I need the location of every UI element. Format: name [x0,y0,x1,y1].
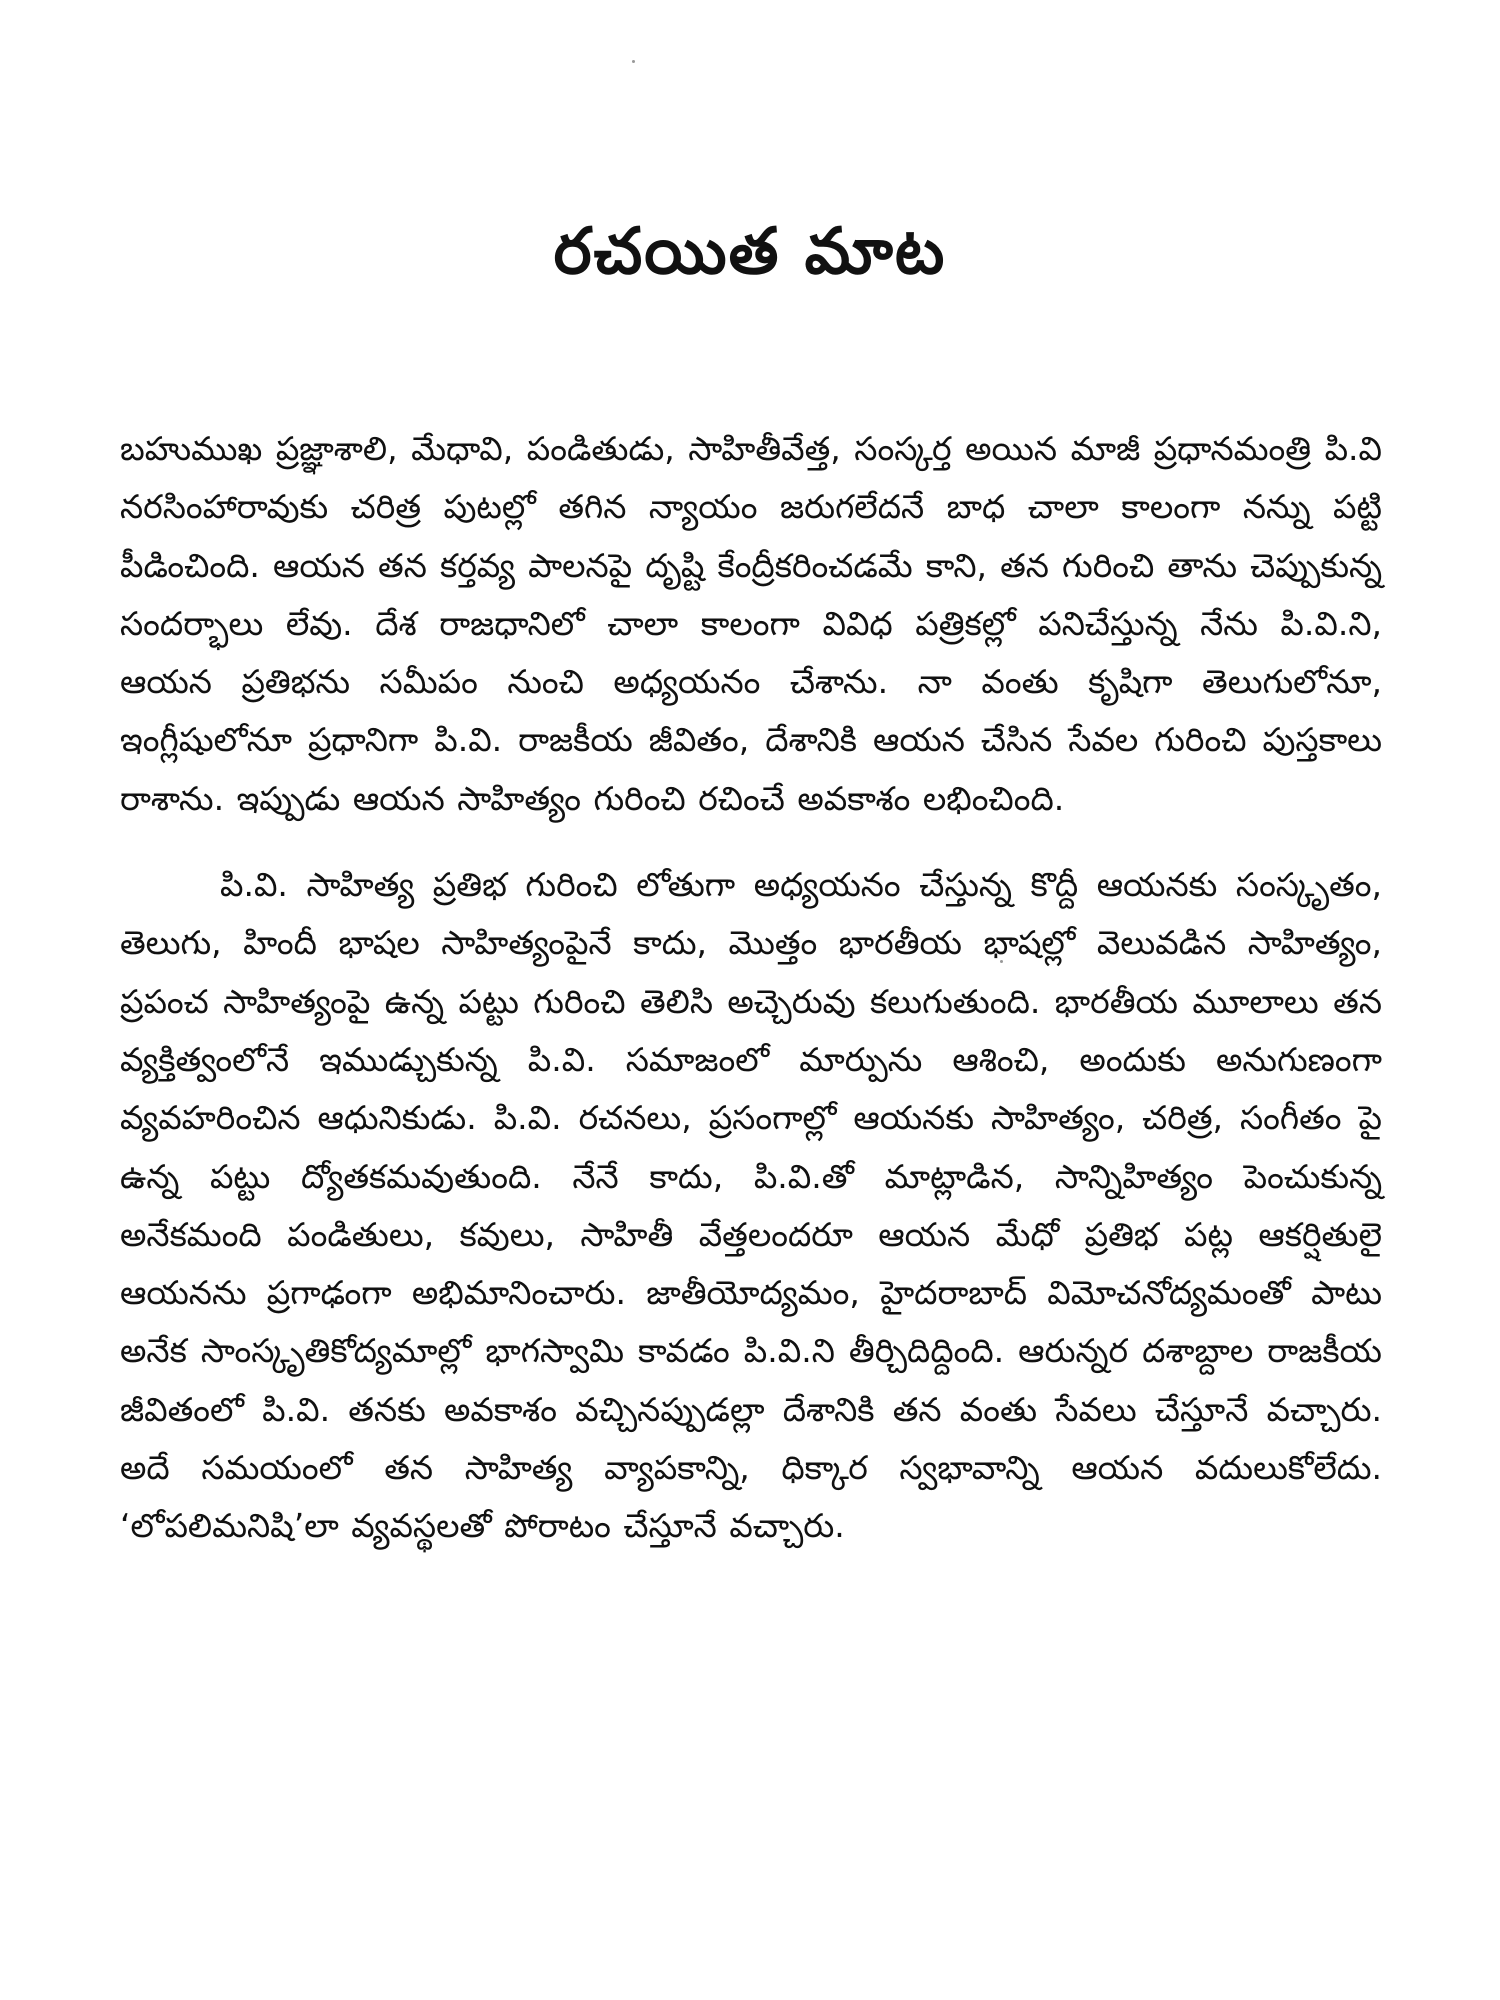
paragraph-1: బహుముఖ ప్రజ్ఞాశాలి, మేధావి, పండితుడు, సాహితీవేత్త, సంస్కర్త అయిన మాజీ ప్రధానమంత్రి పి.వి నరసింహారావుకు చరిత్ర పుటల్లో తగిన న్యాయం జరుగలేదనే బాధ చాలా కాలంగా నన్ను పట్టి పీడించింది. ఆయన తన కర్తవ్య పాలనపై దృష్టి కేంద్రీకరించడమే కాని, తన గురించి తాను చెప్పుకున్న సందర్భాలు లేవు. దేశ రాజధానిలో చాలా కాలంగా వివిధ పత్రికల్లో పనిచేస్తున్న నేను పి.వి.ని, ఆయన ప్రతిభను సమీపం నుంచి అధ్యయనం చేశాను. నా వంతు కృషిగా తెలుగులోనూ, ఇంగ్లీషులోనూ ప్రధానిగా పి.వి. రాజకీయ జీవితం, దేశానికి ఆయన చేసిన సేవల గురించి పుస్తకాలు రాశాను. ఇప్పుడు ఆయన సాహిత్యం గురించి రచించే అవకాశం లభించింది. [120,429,1382,818]
paragraph-2: పి.వి. సాహిత్య ప్రతిభ గురించి లోతుగా అధ్యయనం చేస్తున్న కొద్దీ ఆయనకు సంస్కృతం, తెలుగు, హిందీ భాషల సాహిత్యంపైనే కాదు, మొత్తం భారతీయ భాషల్లో వెలువడిన సాహిత్యం, ప్రపంచ సాహిత్యంపై ఉన్న పట్టు గురించి తెలిసి అచ్చెరువు కలుగుతుంది. భారతీయ మూలాలు తన వ్యక్తిత్వంలోనే ఇముడ్చుకున్న పి.వి. సమాజంలో మార్పును ఆశించి, అందుకు అనుగుణంగా వ్యవహరించిన ఆధునికుడు. పి.వి. రచనలు, ప్రసంగాల్లో ఆయనకు సాహిత్యం, చరిత్ర, సంగీతం పై ఉన్న పట్టు ద్యోతకమవుతుంది. నేనే కాదు, పి.వి.తో మాట్లాడిన, సాన్నిహిత్యం పెంచుకున్న అనేకమంది పండితులు, కవులు, సాహితీ వేత్తలందరూ ఆయన మేధో ప్రతిభ పట్ల ఆకర్షితులై ఆయనను ప్రగాఢంగా అభిమానించారు. జాతీయోద్యమం, హైదరాబాద్ విమోచనోద్యమంతో పాటు అనేక సాంస్కృతికోద్యమాల్లో భాగస్వామి కావడం పి.వి.ని తీర్చిదిద్దింది. ఆరున్నర దశాబ్దాల రాజకీయ జీవితంలో పి.వి. తనకు అవకాశం వచ్చినప్పుడల్లా దేశానికి తన వంతు సేవలు చేస్తూనే వచ్చారు. అదే సమయంలో తన సాహిత్య వ్యాపకాన్ని, ధిక్కార స్వభావాన్ని ఆయన వదులుకోలేదు. ‘లోపలిమనిషి’లా వ్యవస్థలతో పోరాటం చేస్తూనే వచ్చారు. [120,865,1382,1546]
scan-speck [632,60,635,63]
page-title: రచయిత మాట [553,215,947,289]
body-text [120,420,1382,1556]
